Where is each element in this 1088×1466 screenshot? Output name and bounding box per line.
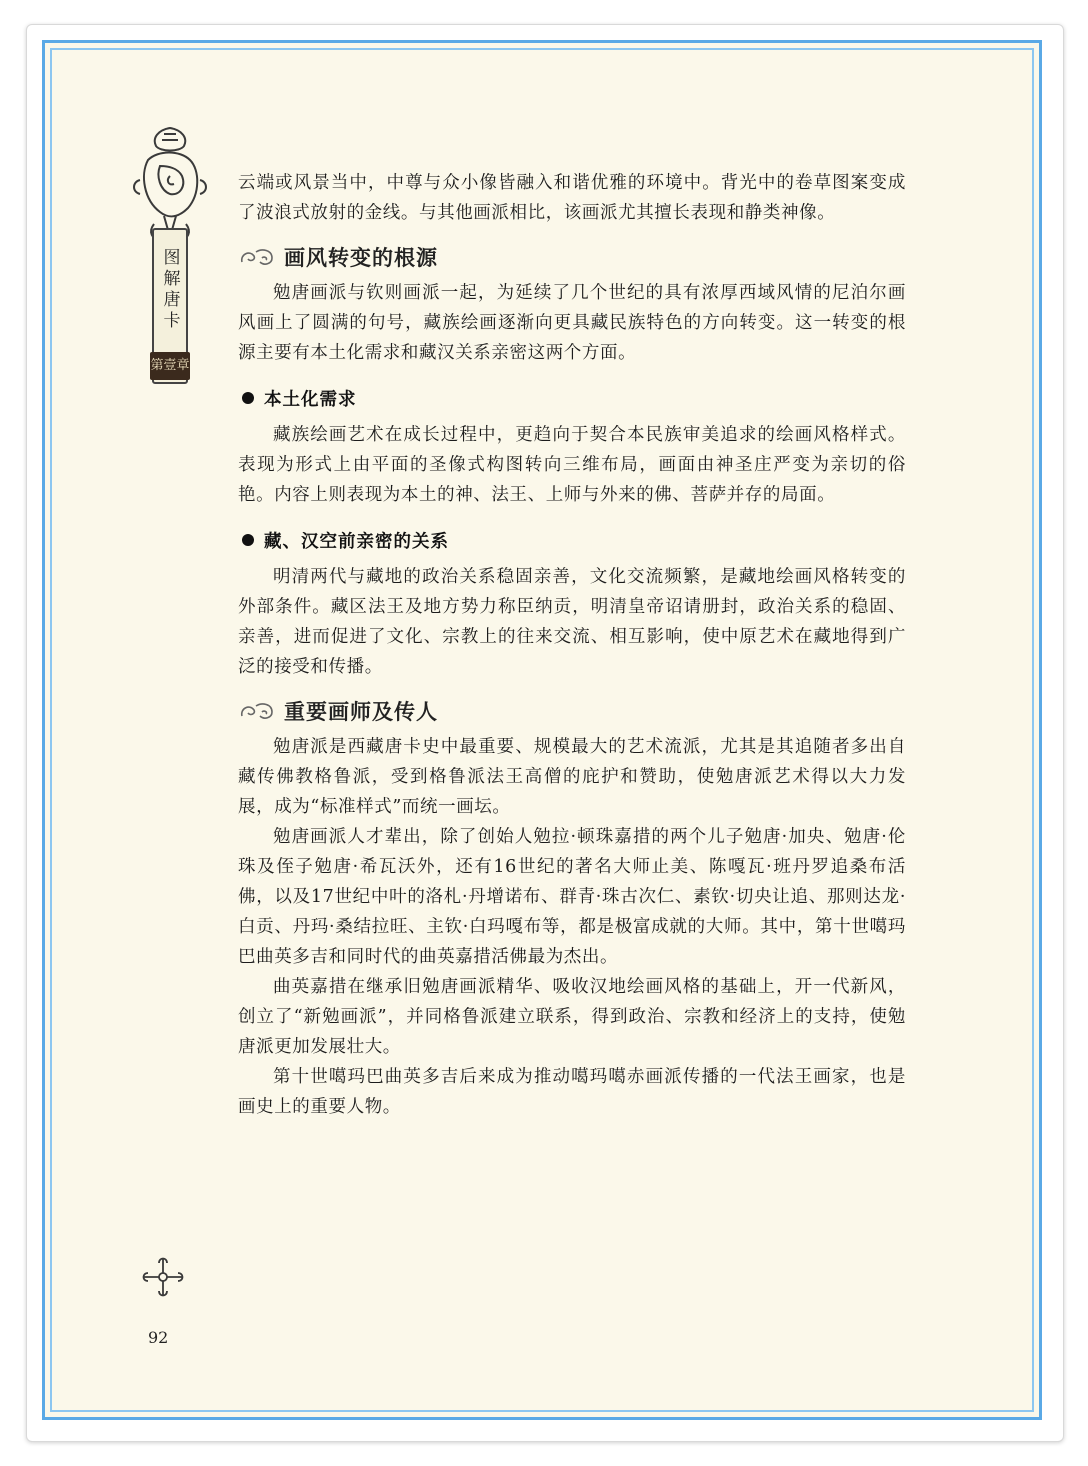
painters-paragraph-1: 勉唐派是西藏唐卡史中最重要、规模最大的艺术流派，尤其是其追随者多出自藏传佛教格鲁派，受到格鲁派法王高僧的庇护和赞助，使勉唐派艺术得以大力发展，成为“标准样式”而统一画坛。 (238, 737, 906, 817)
crossed-vajra-icon (140, 1255, 186, 1299)
subheading-tibet-han-relations (238, 526, 906, 554)
cloud-scroll-icon (238, 246, 278, 268)
chapter-badge: 第壹章 (150, 352, 190, 380)
localization-paragraph: 藏族绘画艺术在成长过程中，更趋向于契合本民族审美追求的绘画风格样式。表现为形式上由平面的圣像式构图转向三维布局，画面由神圣庄严变为亲切的俗艳。内容上则表现为本土的神、法王、上师与外来的佛、菩萨并存的局面。 (238, 425, 906, 505)
section-heading-1-text: 画风转变的根源 (284, 245, 438, 270)
bullet-icon (242, 392, 254, 404)
bullet-icon (242, 534, 254, 546)
page-number: 92 (148, 1328, 169, 1347)
section-heading-1 (238, 240, 906, 274)
section-heading-2-text: 重要画师及传人 (284, 699, 438, 724)
painters-paragraph-3: 曲英嘉措在继承旧勉唐画派精华、吸收汉地绘画风格的基础上，开一代新风，创立了“新勉画派”，并同格鲁派建立联系，得到政治、宗教和经济上的支持，使勉唐派更加发展壮大。 (238, 977, 906, 1057)
section-1-intro: 勉唐画派与钦则画派一起，为延续了几个世纪的具有浓厚西域风情的尼泊尔画风画上了圆满的句号，藏族绘画逐渐向更具藏民族特色的方向转变。这一转变的根源主要有本土化需求和藏汉关系亲密这两个方面。 (238, 283, 906, 363)
section-heading-2 (238, 694, 906, 728)
subheading-localization (238, 384, 906, 412)
main-content (238, 168, 906, 1122)
painters-paragraph-2: 勉唐画派人才辈出，除了创始人勉拉·顿珠嘉措的两个儿子勉唐·加央、勉唐·伦珠及侄子勉唐·希瓦沃外，还有16世纪的著名大师止美、陈嘎瓦·班丹罗追桑布活佛，以及17世纪中叶的洛札·丹增诺布、群青·珠古次仁、素钦·切央让追、那则达龙·白贡、丹玛·桑结拉旺、主钦·白玛嘎布等，都是极富成就的大师。其中，第十世噶玛巴曲英多吉和同时代的曲英嘉措活佛最为杰出。 (238, 827, 906, 967)
painters-paragraph-4: 第十世噶玛巴曲英多吉后来成为推动噶玛噶赤画派传播的一代法王画家，也是画史上的重要人物。 (238, 1067, 906, 1117)
cloud-scroll-icon (238, 700, 278, 722)
subheading-localization-text: 本土化需求 (264, 389, 357, 410)
relations-paragraph: 明清两代与藏地的政治关系稳固亲善，文化交流频繁，是藏地绘画风格转变的外部条件。藏区法王及地方势力称臣纳贡，明清皇帝诏请册封，政治关系的稳固、亲善，进而促进了文化、宗教上的往来交流、相互影响，使中原艺术在藏地得到广泛的接受和传播。 (238, 567, 906, 677)
paragraph-continued: 云端或风景当中，中尊与众小像皆融入和谐优雅的环境中。背光中的卷草图案变成了波浪式放射的金线。与其他画派相比，该画派尤其擅长表现和静类神像。 (238, 173, 906, 223)
subheading-tibet-han-relations-text: 藏、汉空前亲密的关系 (264, 531, 449, 552)
book-title: 图解唐卡 (159, 248, 180, 332)
